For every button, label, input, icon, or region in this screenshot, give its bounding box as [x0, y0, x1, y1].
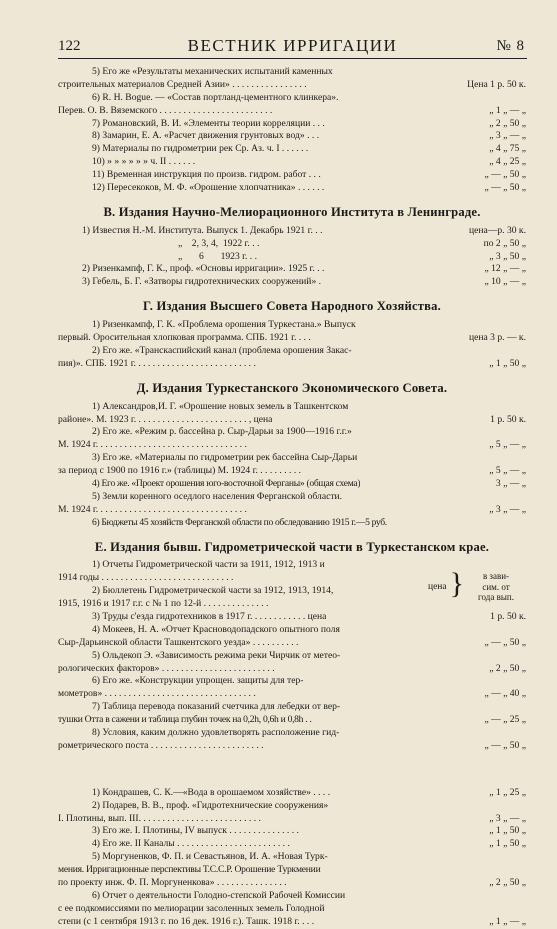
list-item: 3) Его же. «Материалы по гидрометрии рек бассейна Сыр-Дарьи [92, 452, 358, 464]
list-item: 5) Ольдекоп Э. «Зависимость режима реки Чирчик от метео- [92, 649, 341, 661]
list-item: 12) Пересекоков, М. Ф. «Орошение хлопчатника» . . . . . . „ — „ 50 „ [92, 182, 526, 194]
list-item: 1914 годы . . . . . . . . . . . . . . . . . . . . . . . . . . . . [58, 572, 234, 584]
section-g-list [58, 319, 526, 371]
list-item: 8) Замарин, Е. А. «Расчет движения грунтовых вод» . . . „ 3 „ — „ [92, 130, 526, 142]
list-item: 5) Земли коренного оседлого населения Ферганской области. [92, 490, 343, 502]
list-item: с ее подкомиссиями по мелиорации засоленных земель Голодной [58, 902, 325, 914]
list-item: 2) Его же. «Транскаспийский канал (проблема орошения Закас- [92, 344, 352, 356]
list-item: 2) Подарев, В. В., проф. «Гидротехнические сооружения» [92, 799, 329, 811]
list-item: 2) Бюллетень Гидрометрической части за 1912, 1913, 1914, [92, 585, 334, 597]
list-item: 6) Бюджеты 45 хозяйств Ферганской области по обследованию 1915 г.—5 руб. [92, 516, 387, 528]
list-item: 1) Кондрашев, С. К.—«Вода в орошаемом хозяйстве» . . . . „ 1 „ 25 „ [92, 786, 526, 798]
section-heading-g: Г. Издания Высшего Совета Народного Хозяйства. [143, 299, 441, 314]
list-item: 6) R. H. Bogue. — «Состав портланд-цементного клинкера». [92, 91, 339, 103]
list-item: тушки Отта в сажени и таблица глубин точек на 0,2h, 0,6h и 0,8h . . „ — „ 25 „ [58, 714, 526, 726]
list-item: степи (с 1 сентября 1913 г. по 16 дек. 1916 г.). Ташк. 1918 г. . . . „ 1 „ — „ [58, 915, 526, 927]
list-item: первый. Оросительная хлопковая программа. СПБ. 1921 г. . . . цена 3 р. — к. [58, 332, 526, 344]
spacer [58, 753, 526, 787]
list-item: мения. Ирригационные перспективы Т.С.С.Р. Орошение Туркмении [58, 864, 321, 876]
section-e-list [58, 559, 526, 752]
list-item: I. Плотины, вып. III. . . . . . . . . . . . . . . . . . . . . . . . . . „ 3 „ — „ [58, 812, 526, 824]
list-item: Сыр-Дарьинской области Ташкентского уезда» . . . . . . . . . . „ — „ 50 „ [58, 636, 526, 648]
top-list [58, 66, 526, 195]
section-heading-e: Е. Издания бывш. Гидрометрической части в Туркестанском крае. [94, 539, 490, 554]
catalog-content [58, 66, 526, 929]
list-item: 11) Временная инструкция по произв. гидром. работ . . . „ — „ 50 „ [92, 169, 526, 181]
list-item: 3) Гебель, Б. Г. «Затворы гидротехнических сооружений» . „ 10 „ — „ [82, 276, 526, 288]
list-item: 4) Его же. «Проект орошения юго-восточной Ферганы» (общая схема) 3 „ — „ [92, 477, 526, 489]
list-item: 5) Его же «Результаты механических испытаний каменных [92, 66, 333, 77]
list-item: пия)». СПБ. 1921 г. . . . . . . . . . . . . . . . . . . . . . . . . . „ 1 „ 50 „ [58, 357, 526, 369]
list-item: М. 1924 г. . . . . . . . . . . . . . . . . . . . . . . . . . . . . . . . „ 3 „ — „ [58, 503, 526, 515]
list-item: рометрического поста . . . . . . . . . . . . . . . . . . . . . . . . „ — „ 50 „ [58, 739, 526, 751]
list-item: 1) Александров,И. Г. «Орошение новых земель в Ташкентском [92, 400, 349, 412]
list-item: „ 2, 3, 4, 1922 г. . . по 2 „ 50 „ [82, 237, 526, 249]
section-d-list [58, 401, 526, 530]
list-item: 2) Ризенкампф, Г. К., проф. «Основы ирригации». 1925 г. . . „ 12 „ — „ [82, 263, 526, 275]
list-item: 10) » » » » » » ч. II . . . . . . „ 4 „ 25 „ [92, 156, 526, 168]
list-item: строительных материалов Средней Азии» . . . . . . . . . . . . . . . . Цена 1 р. 50 к. [58, 78, 526, 90]
list-item: 8) Условия, каким должно удовлетворять расположение гид- [92, 727, 340, 739]
list-item: рологических факторов» . . . . . . . . . . . . . . . . . . . . . . . . „ 2 „ 50 „ [58, 662, 526, 674]
list-item: 6) Отчет о деятельности Голодно-степской Рабочей Комиссии [92, 889, 346, 901]
page-header [58, 36, 527, 59]
list-item: за период с 1900 по 1916 г.» (таблицы) М. 1924 г. . . . . . . . . . „ 5 „ — „ [58, 465, 526, 477]
list-item: 6) Его же. «Конструкции упрощен. защиты для тер- [92, 675, 304, 687]
list-item: 9) Материалы по гидрометрии рек Ср. Аз. ч. I . . . . . . „ 4 „ 75 „ [92, 143, 526, 155]
section-heading-b: В. Издания Научно-Мелиорационного Института в Ленинграде. [103, 204, 481, 219]
list-item: мометров» . . . . . . . . . . . . . . . . . . . . . . . . . . . . . . . . „ — „ 40 „ [58, 688, 526, 700]
price-brace [428, 567, 526, 607]
brace-group [58, 559, 526, 611]
list-item: 1) Известия Н.-М. Института. Выпуск 1. Декабрь 1921 г. . . цена—р. 30 к. [82, 224, 526, 236]
list-item: 7) Романовский, В. И. «Элементы теории корреляции . . . „ 2 „ 50 „ [92, 117, 526, 129]
brace-glyph: } [449, 567, 464, 601]
list-item: 2) Его же. «Режим р. бассейна р. Сыр-Дарьи за 1900—1916 г.г.» [92, 426, 352, 438]
list-item: 4) Мокеев, Н. А. «Отчет Красноводопадского опытного поля [92, 623, 340, 635]
list-item: 3) Его же. I. Плотины, IV выпуск . . . . . . . . . . . . . . . „ 1 „ 50 „ [92, 825, 526, 837]
brace-note: в зави- сим. от года вып. [478, 571, 514, 603]
list-item: 3) Труды с'езда гидротехников в 1917 г. . . . . . . . . . . . цена 1 р. 50 к. [92, 611, 526, 623]
section-b-list [58, 225, 526, 289]
list-item: по проекту инж. Ф. П. Моргуненкова» . . . . . . . . . . . . . . . „ 2 „ 50 „ [58, 877, 526, 889]
bottom-list [58, 787, 526, 929]
list-item: М. 1924 г. . . . . . . . . . . . . . . . . . . . . . . . . . . . . . . . „ 5 „ — „ [58, 439, 526, 451]
list-item: 5) Моргуненков, Ф. П. и Севастьянов, И. А. «Новая Турк- [92, 851, 328, 863]
list-item: районе». М. 1923 г. . . . . . . . . . . . . . . . . . . . . . . . , цена 1 р. 50 к. [58, 413, 526, 425]
section-heading-d: Д. Издания Туркестанского Экономического Совета. [136, 380, 448, 395]
list-item: 1) Отчеты Гидрометрической части за 1911, 1912, 1913 и [92, 559, 325, 571]
list-item: 1915, 1916 и 1917 г.г. с № 1 по 12-й . . . . . . . . . . . . . . [58, 598, 269, 610]
brace-price-word: цена [428, 582, 447, 593]
journal-title: ВЕСТНИК ИРРИГАЦИИ [187, 36, 398, 55]
list-item: 1) Ризенкампф, Г. К. «Проблема орошения Туркестана.» Выпуск [92, 319, 356, 331]
list-item: Перев. О. В. Вяземского . . . . . . . . . . . . . . . . . . . . . . . . „ 1 „ — „ [58, 104, 526, 116]
issue-number: № 8 [496, 38, 525, 54]
list-item: „ 6 1923 г. . . „ 3 „ 50 „ [82, 250, 526, 262]
list-item: 7) Таблица перевода показаний счетчика для лебедки от вер- [92, 701, 341, 713]
list-item: 4) Его же. II Каналы . . . . . . . . . . . . . . . . . . . . . . . . „ 1 „ 50 „ [92, 838, 526, 850]
page-number: 122 [58, 38, 81, 54]
